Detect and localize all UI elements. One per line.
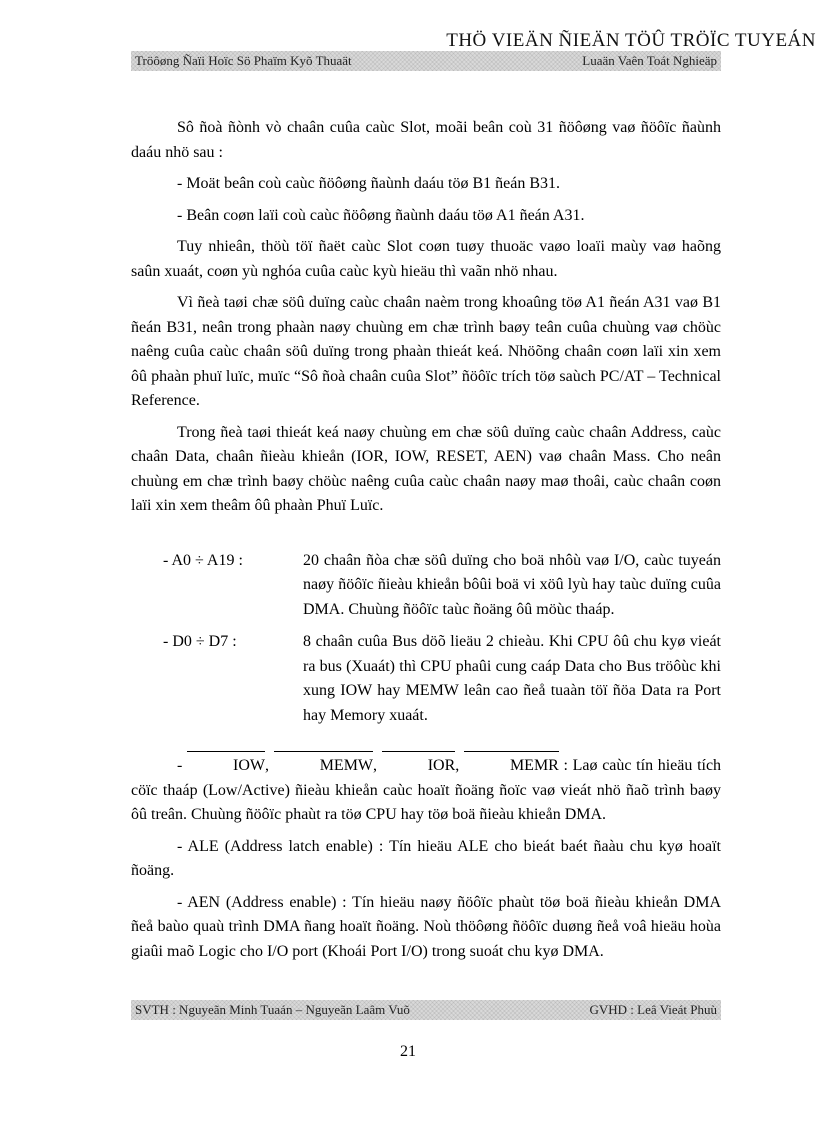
page-content — [131, 116, 721, 971]
signal-prefix: - — [177, 757, 188, 774]
definition-desc: 20 chaân ñòa chæ söû duïng cho boä nhôù vaø I/O, caùc tuyeán naøy ñöôïc ñieàu khieån bôûi boä vi xöû lyù hay taùc duïng cuûa DMA. Chuùng ñöôïc taùc ñoäng ôû möùc thaáp. — [303, 551, 721, 618]
pin-definitions — [163, 549, 721, 729]
header-school: Tröôøng Ñaïi Hoïc Sö Phaïm Kyõ Thuaät — [135, 53, 352, 68]
signal-description: : Laø caùc tín hieäu tích cöïc thaáp (Low/Active) ñieàu khieån caùc hoaït ñoäng ñoïc vaø vieát nhö ñaõ trình baøy ôû treân. Chuùng ñöôïc phaùt ra töø CPU hay töø boä ñieàu khieån DMA. — [131, 757, 722, 823]
signal-iow: IOW — [187, 754, 265, 779]
paragraph: - AEN (Address enable) : Tín hieäu naøy ñöôïc phaùt töø boä ñieàu khieån DMA ñeå baùo quaù trình DMA ñang hoaït ñoäng. Noù thöôøng ñöôïc duøng ñeå voâ hieäu hoùa giaûi maõ Logic cho I/O port (Khoái Port I/O) trong suoát chu kyø DMA. — [131, 893, 721, 960]
definition-address — [163, 549, 721, 623]
definition-desc: 8 chaân cuûa Bus döõ lieäu 2 chieàu. Khi CPU ôû chu kyø vieát ra bus (Xuaát) thì CPU phaûi cung caáp Data cho Bus tröôùc khi xung IOW hay MEMW leân cao ñeå tuaàn töï ñöa Data ra Port hay Memory xuaát. — [303, 633, 721, 724]
page-footer — [131, 1000, 721, 1020]
signal-paragraph: - IOW, MEMW, IOR, MEMR : Laø caùc tín hieäu tích cöïc thaáp (Low/Active) ñieàu khieån caùc hoaït ñoäng ñoïc vaø vieát nhö ñaõ trình baøy ôû treân. Chuùng ñöôïc phaùt ra töø CPU hay töø boä ñieàu khieån DMA. — [131, 754, 721, 828]
paragraph: - Beân coøn laïi coù caùc ñöôøng ñaùnh daáu töø A1 ñeán A31. — [177, 206, 585, 224]
watermark-title: THÖ VIEÄN ÑIEÄN TÖÛ TRÖÏC TUYEÁN — [446, 30, 816, 51]
definition-data — [163, 630, 721, 728]
page-number: 21 — [400, 1043, 416, 1060]
signal-ior: IOR — [382, 754, 456, 779]
signal-memw: MEMW — [274, 754, 373, 779]
paragraph: Tuy nhieân, thöù töï ñaët caùc Slot coøn tuøy thuoäc vaøo loaïi maùy vaø haõng saûn xuaát, coøn yù nghóa cuûa caùc kyù hieäu thì vaãn nhö nhau. — [131, 238, 721, 280]
footer-advisor: GVHD : Leâ Vieát Phuù — [589, 1002, 717, 1017]
page-header — [131, 51, 721, 71]
header-thesis: Luaän Vaên Toát Nghieäp — [582, 53, 717, 68]
paragraph: Sô ñoà ñònh vò chaân cuûa caùc Slot, moãi beân coù 31 ñöôøng vaø ñöôïc ñaùnh daáu nhö sau : — [131, 119, 721, 161]
paragraph: Vì ñeà taøi chæ söû duïng caùc chaân naèm trong khoaûng töø A1 ñeán A31 vaø B1 ñeán B31, neân trong phaàn naøy chuùng em chæ trình baøy teân cuûa chuùng vaø chöùc naêng cuûa caùc chaân söû duïng trong phaàn thieát keá. Nhöõng chaân coøn laïi xin xem ôû phaàn phuï luïc, muïc “Sô ñoà chaân cuûa Slot” ñöôïc trích töø saùch PC/AT – Technical Reference. — [131, 294, 721, 409]
paragraph: Trong ñeà taøi thieát keá naøy chuùng em chæ söû duïng caùc chaân Address, caùc chaân Data, chaân ñieàu khieån (IOR, IOW, RESET, AEN) vaø chaân Mass. Cho neân chuùng em chæ trình baøy chöùc naêng cuûa caùc chaân naøy maø thoâi, caùc chaân coøn laïi xin xem theâm ôû phaàn Phuï Luïc. — [131, 423, 721, 514]
footer-students: SVTH : Nguyeãn Minh Tuaán – Nguyeãn Laâm Vuõ — [135, 1002, 410, 1017]
definition-term: - A0 ÷ A19 : — [163, 551, 243, 569]
paragraph: - Moät beân coù caùc ñöôøng ñaùnh daáu töø B1 ñeán B31. — [177, 175, 561, 192]
paragraph: - ALE (Address latch enable) : Tín hieäu ALE cho bieát baét ñaàu chu kyø hoaït ñoäng. — [131, 837, 721, 879]
signal-memr: MEMR — [464, 754, 559, 779]
definition-term: - D0 ÷ D7 : — [163, 633, 237, 650]
